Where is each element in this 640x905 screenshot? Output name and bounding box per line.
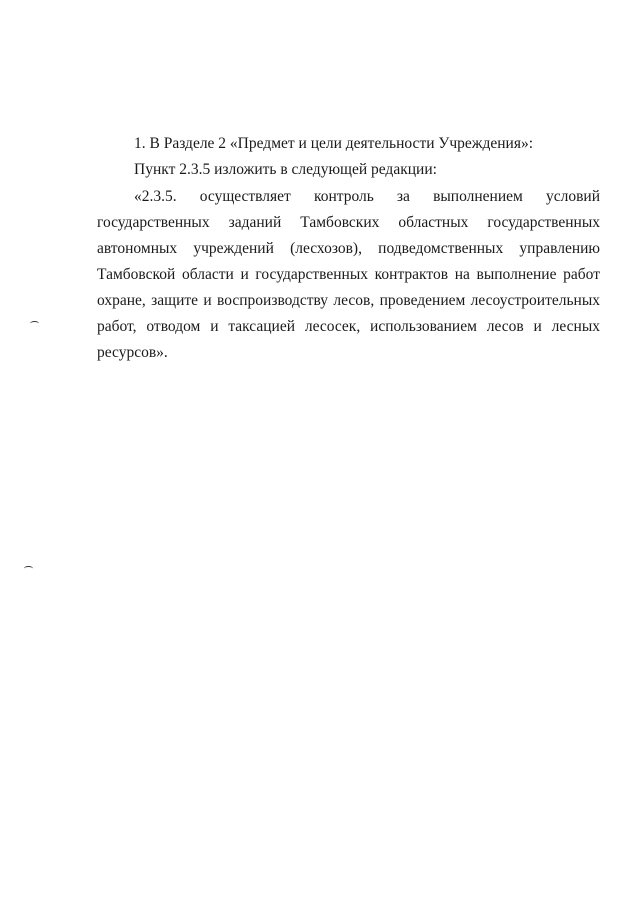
paragraph-line-4: Тамбовской области и государственных контрактов на выполнение работ	[97, 266, 600, 283]
paragraph-line-6: работ, отводом и таксацией лесосек, использованием лесов и лесных	[97, 318, 600, 335]
paragraph-line-1: «2.3.5. осуществляет контроль за выполнением условий	[134, 188, 600, 205]
clause-instruction: Пункт 2.3.5 изложить в следующей редакции:	[134, 161, 437, 178]
punch-hole-mark-lower	[24, 566, 33, 571]
paragraph-line-3: автономных учреждений (лесхозов), подведомственных управлению	[97, 240, 600, 257]
paragraph-line-2: государственных заданий Тамбовских областных государственных	[97, 214, 600, 231]
paragraph-line-5: охране, защите и воспроизводству лесов, проведением лесоустроительных	[97, 292, 600, 309]
paragraph-line-7: ресурсов».	[97, 344, 168, 361]
punch-hole-mark-upper	[30, 321, 39, 326]
section-heading: 1. В Разделе 2 «Предмет и цели деятельности Учреждения»:	[134, 135, 534, 152]
